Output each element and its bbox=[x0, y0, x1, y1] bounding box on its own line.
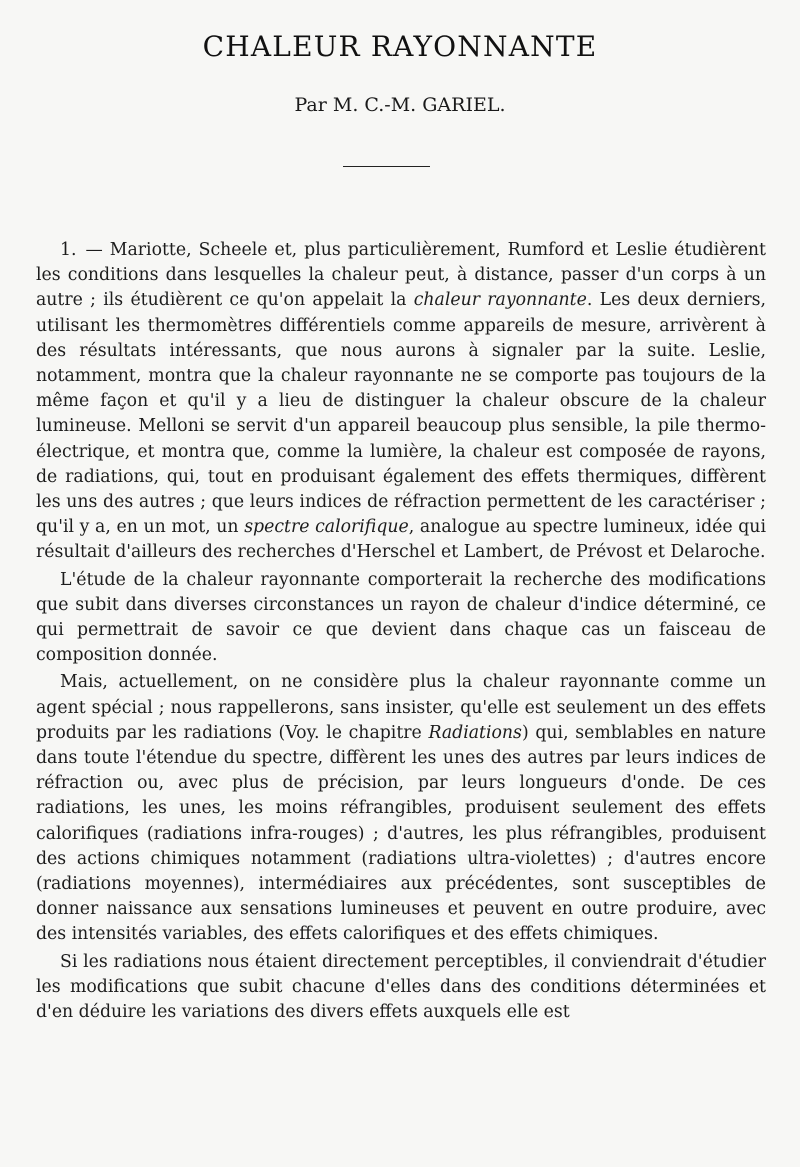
author-byline: Par M. C.-M. GARIEL. bbox=[294, 94, 506, 116]
paragraph bbox=[36, 238, 766, 566]
text-run: , analogue au spectre lumineux, idée qui résultait d'ailleurs des recherches d'Herschel et Lambert, de Prévost et Delaroche. bbox=[36, 517, 766, 563]
article-body bbox=[36, 238, 766, 1025]
italic-term: Radiations bbox=[428, 722, 522, 743]
section-number: 1. bbox=[60, 240, 77, 260]
text-run: ) qui, semblables en nature dans toute l'étendue du spectre, diffèrent les unes des autres par leurs indices de réfraction ou, avec plus de précision, par leurs longueurs d'onde. De ces radiations, les unes, les moins réfrangibles, produisent seulement des effets calorifiques (radiations infra-rouges) ; d'autres, les plus réfrangibles, produisent des actions chimiques notamment (radiations ultra-violettes) ; d'autres encore (radiations moyennes), intermédiaires aux précédentes, sont susceptibles de donner naissance aux sensations lumineuses et peuvent en outre produire, avec des intensités variables, des effets calorifiques et des effets chimiques. bbox=[36, 722, 766, 945]
paragraph bbox=[36, 950, 766, 1026]
text-run: Si les radiations nous étaient directement perceptibles, il conviendrait d'étudier les modifications que subit chacune d'elles dans des conditions déterminées et d'en déduire les variations des divers effets auxquels elle est bbox=[36, 951, 766, 1023]
chapter-title: CHALEUR RAYONNANTE bbox=[202, 30, 598, 63]
paragraph bbox=[36, 568, 766, 669]
text-run: L'étude de la chaleur rayonnante comporterait la recherche des modifications que subit dans diverses circonstances un rayon de chaleur d'indice déterminé, ce qui permettrait de savoir ce que devient dans chaque cas un faisceau de composition donnée. bbox=[36, 569, 766, 666]
title-divider bbox=[343, 166, 430, 167]
italic-term: spectre calorifique bbox=[244, 517, 409, 538]
text-run: — Mariotte, Scheele et, plus particulièrement, Rumford et Leslie étudièrent les conditions dans lesquelles la chaleur peut, à distance, passer d'un corps à un autre ; ils étudièrent ce qu'on appelait la bbox=[36, 240, 766, 311]
italic-term: chaleur rayonnante bbox=[413, 290, 587, 311]
text-run: Mais, actuellement, on ne considère plus la chaleur rayonnante comme un agent spécial ; nous rappellerons, sans insister, qu'elle est seulement un des effets produits par les radiations (Voy. le chapitre bbox=[36, 672, 766, 743]
paragraph bbox=[36, 670, 766, 947]
text-run: . Les deux derniers, utilisant les thermomètres différentiels comme appareils de mesure, arrivèrent à des résultats intéressants, que nous aurons à signaler par la suite. Leslie, notamment, montra que la chaleur rayonnante ne se comporte pas toujours de la même façon et qu'il y a lieu de distinguer la chaleur obscure de la chaleur lumineuse. Melloni se servit d'un appareil beaucoup plus sensible, la pile thermo-électrique, et montra que, comme la lumière, la chaleur est composée de rayons, de radiations, qui, tout en produisant également des effets thermiques, diffèrent les uns des autres ; que leurs indices de réfraction permettent de les caractériser ; qu'il y a, en un mot, un bbox=[36, 290, 766, 538]
